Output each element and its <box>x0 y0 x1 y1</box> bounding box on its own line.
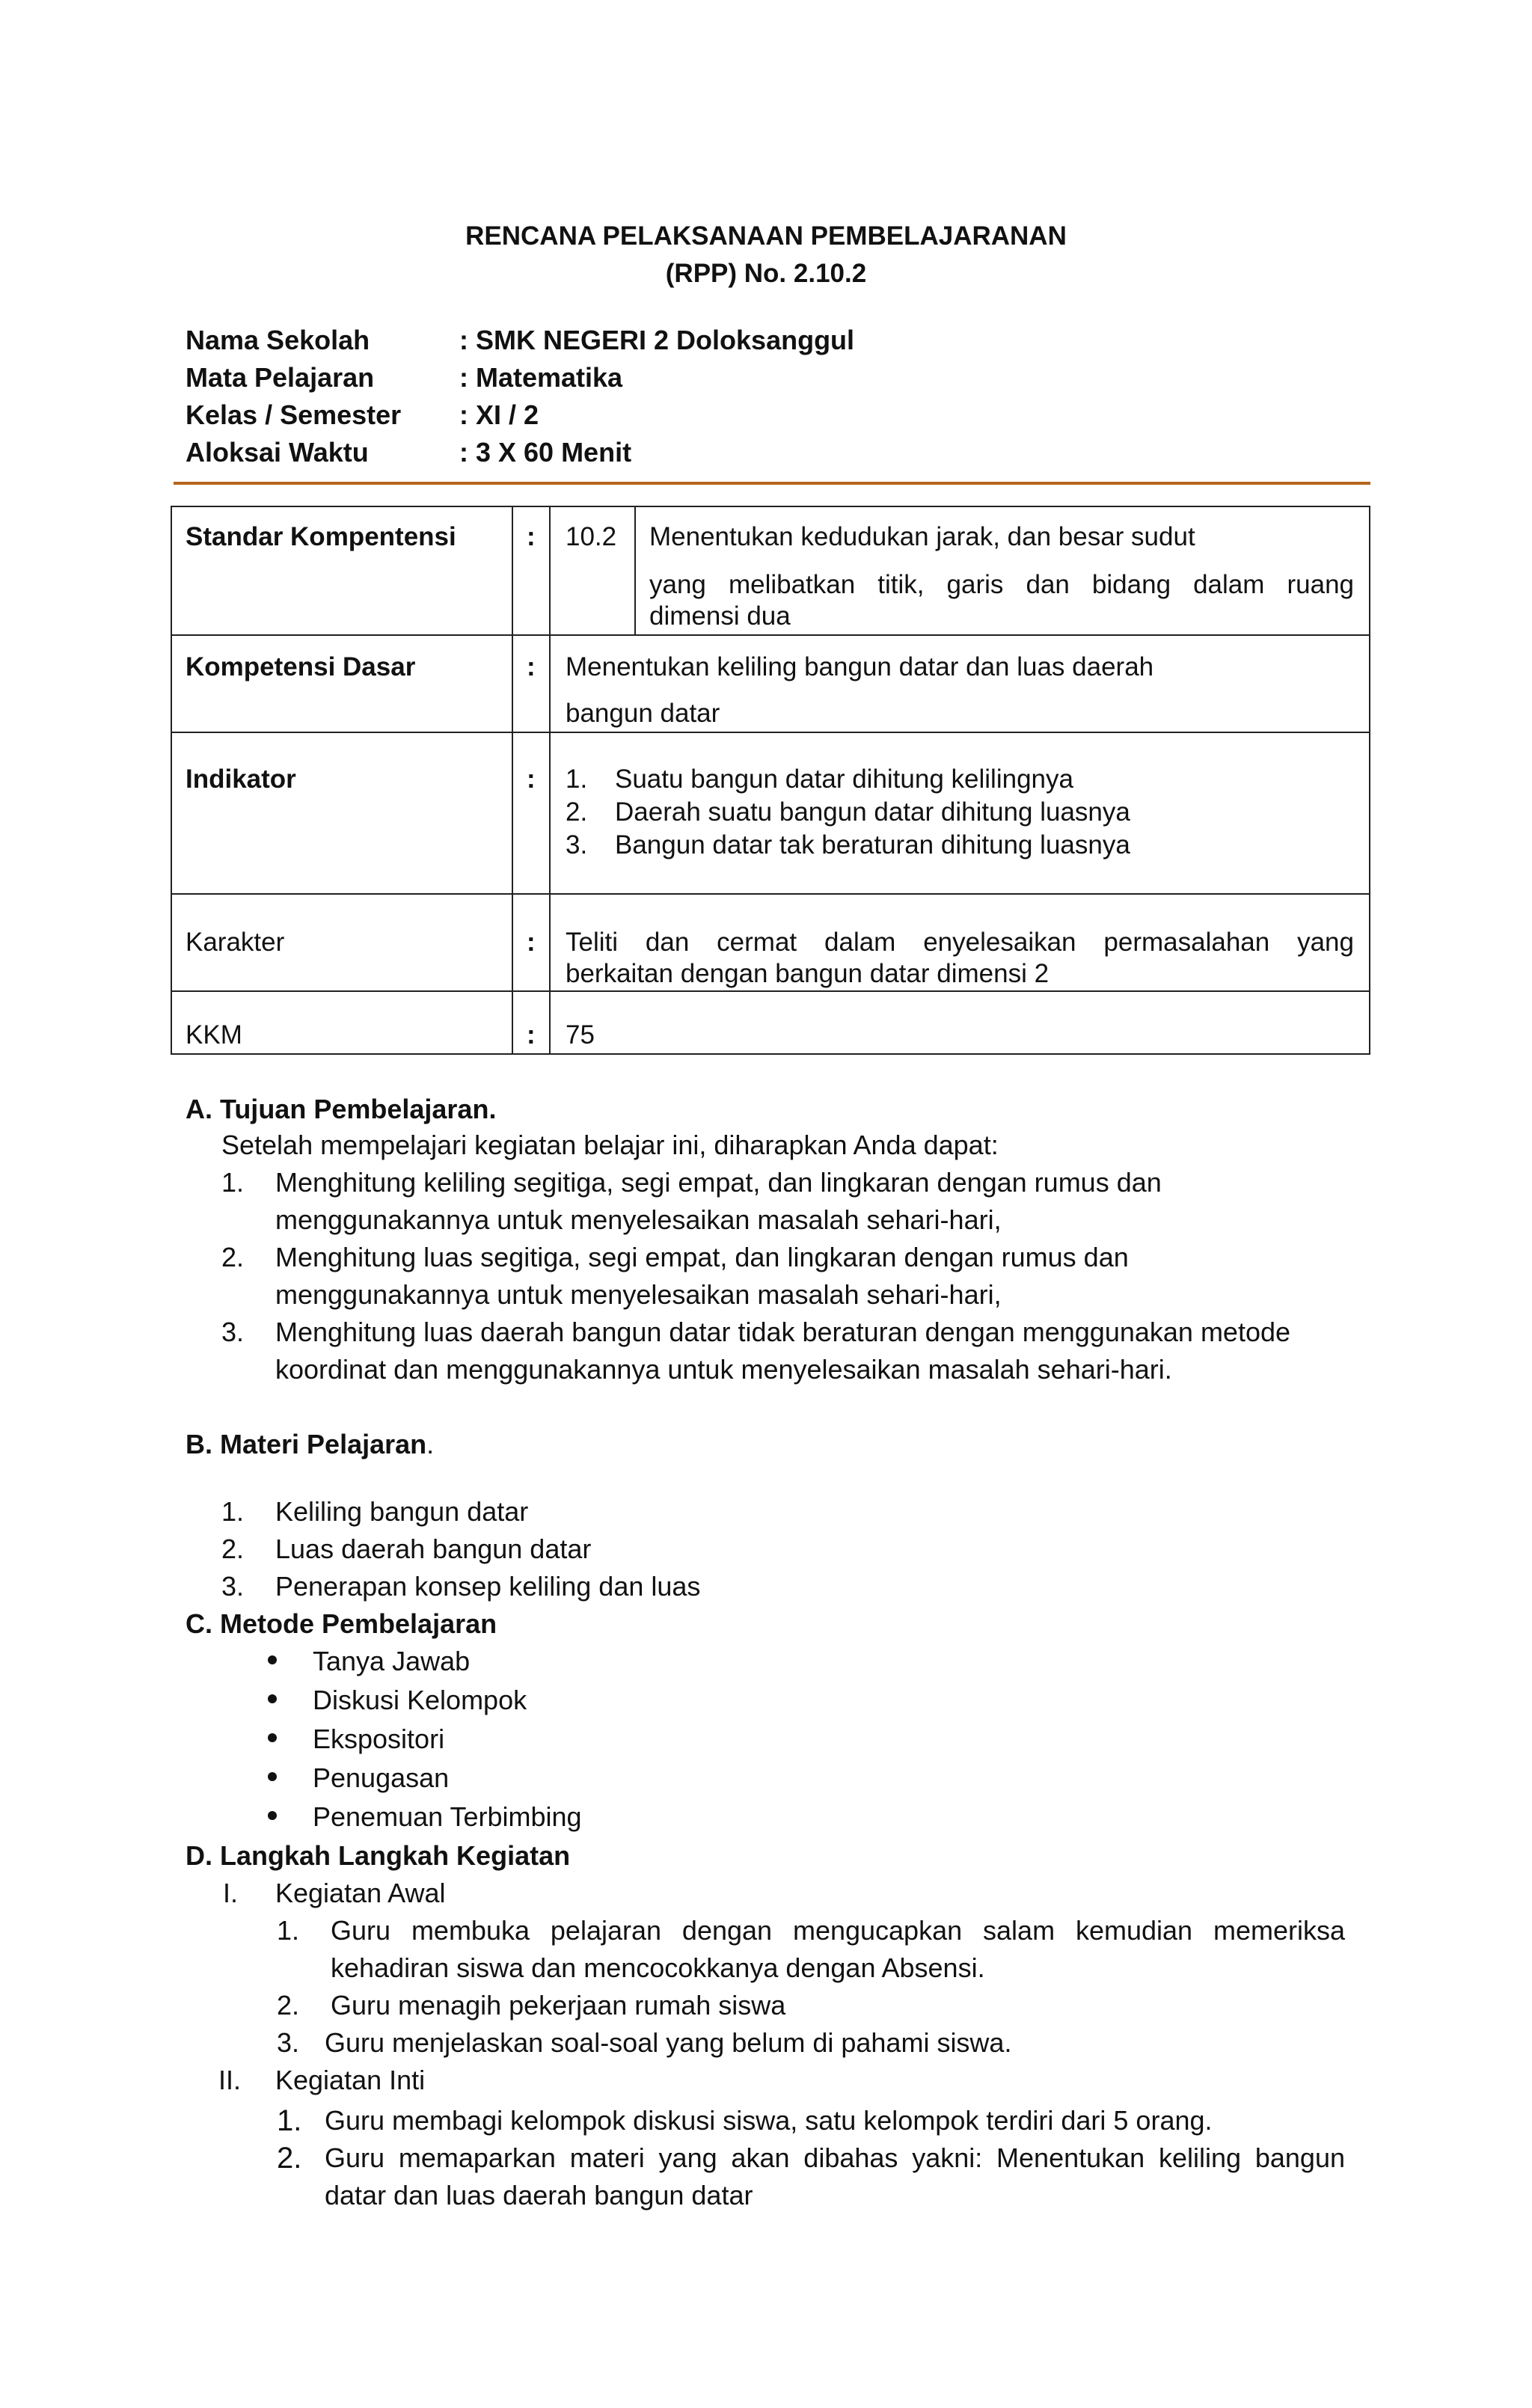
karakter-text-line1: Teliti dan cermat dalam enyelesaikan permasalahan yang <box>566 928 1354 957</box>
list-item: menggunakannya untuk menyelesaikan masalah sehari-hari, <box>275 1279 1002 1310</box>
header-divider <box>174 482 1370 485</box>
list-item: Tanya Jawab <box>313 1646 471 1676</box>
indikator-num: 3. <box>566 830 588 860</box>
kkm-colon: : <box>527 1020 536 1050</box>
info-label-time: Aloksai Waktu <box>186 437 369 468</box>
karakter-colon: : <box>527 928 536 957</box>
table-col-divider <box>549 506 551 1055</box>
table-col-divider <box>512 506 513 1055</box>
standar-text-line2: yang melibatkan titik, garis dan bidang dalam ruang <box>649 570 1354 599</box>
kompetensi-text-line2: bangun datar <box>566 699 720 728</box>
list-num: 1. <box>221 1167 245 1198</box>
table-border-right <box>1369 506 1370 1055</box>
info-value-class: : XI / 2 <box>459 399 539 430</box>
list-num: 2. <box>277 1990 300 2021</box>
info-label-school: Nama Sekolah <box>186 325 370 355</box>
indikator-label: Indikator <box>186 765 296 794</box>
list-item: Diskusi Kelompok <box>313 1685 527 1715</box>
list-num: 1. <box>277 2104 302 2137</box>
bullet-icon <box>268 1772 277 1781</box>
standar-colon: : <box>527 522 536 551</box>
table-row-divider <box>171 732 1370 733</box>
list-item: Menghitung luas segitiga, segi empat, dan lingkaran dengan rumus dan <box>275 1242 1129 1272</box>
list-item: Guru membagi kelompok diskusi siswa, satu kelompok terdiri dari 5 orang. <box>325 2105 1213 2136</box>
section-b-title-text: B. Materi Pelajaran <box>186 1429 427 1459</box>
list-num: 2. <box>221 1534 245 1564</box>
section-a-title: A. Tujuan Pembelajaran. <box>186 1094 497 1124</box>
section-a-intro: Setelah mempelajari kegiatan belajar ini, diharapkan Anda dapat: <box>221 1130 999 1160</box>
competency-table <box>171 506 1370 1055</box>
table-col-divider <box>634 506 636 634</box>
kompetensi-text-line1: Menentukan keliling bangun datar dan luas daerah <box>566 652 1154 681</box>
list-item: koordinat dan menggunakannya untuk menyelesaikan masalah sehari-hari. <box>275 1354 1172 1385</box>
list-item: Guru menagih pekerjaan rumah siswa <box>331 1990 786 2021</box>
table-row-divider <box>171 990 1370 992</box>
standar-code: 10.2 <box>566 522 617 551</box>
bullet-icon <box>268 1733 277 1742</box>
indikator-num: 1. <box>566 765 588 794</box>
table-border-bottom <box>171 1053 1370 1055</box>
table-border-top <box>171 506 1370 507</box>
roman-num: II. <box>218 2065 242 2095</box>
indikator-colon: : <box>527 765 536 794</box>
list-item: Keliling bangun datar <box>275 1496 529 1527</box>
roman-num: I. <box>223 1878 239 1908</box>
list-item: Penemuan Terbimbing <box>313 1801 582 1832</box>
info-value-time: : 3 X 60 Menit <box>459 437 632 468</box>
list-item: kehadiran siswa dan mencocokkanya dengan Absensi. <box>331 1952 985 1983</box>
list-num: 1. <box>277 1915 300 1946</box>
standar-text-line3: dimensi dua <box>649 601 791 631</box>
standar-text-line1: Menentukan kedudukan jarak, dan besar sudut <box>649 522 1195 551</box>
info-value-school: : SMK NEGERI 2 Doloksanggul <box>459 325 855 355</box>
list-item: datar dan luas daerah bangun datar <box>325 2180 753 2211</box>
table-row-divider <box>171 893 1370 895</box>
list-num: 2. <box>277 2142 302 2175</box>
list-item: Penugasan <box>313 1762 450 1793</box>
list-num: 2. <box>221 1242 245 1272</box>
list-num: 3. <box>277 2027 300 2058</box>
info-label-class: Kelas / Semester <box>186 399 402 430</box>
section-b-title <box>186 1426 434 1463</box>
indikator-num: 2. <box>566 797 588 827</box>
list-item: Menghitung luas daerah bangun datar tidak beraturan dengan menggunakan metode <box>275 1317 1291 1347</box>
indikator-item: Bangun datar tak beraturan dihitung luasnya <box>615 830 1130 860</box>
list-num: 3. <box>221 1571 245 1602</box>
kkm-label: KKM <box>186 1020 242 1050</box>
list-item: Guru menjelaskan soal-soal yang belum di pahami siswa. <box>325 2027 1012 2058</box>
list-item: Ekspositori <box>313 1724 445 1754</box>
section-b-title-dot: . <box>426 1429 435 1459</box>
info-label-subject: Mata Pelajaran <box>186 362 375 393</box>
kompetensi-colon: : <box>527 652 536 681</box>
list-item: Luas daerah bangun datar <box>275 1534 592 1564</box>
karakter-text-line2: berkaitan dengan bangun datar dimensi 2 <box>566 959 1050 988</box>
table-border-left <box>171 506 172 1055</box>
indikator-item: Daerah suatu bangun datar dihitung luasnya <box>615 797 1130 827</box>
section-c-title: C. Metode Pembelajaran <box>186 1608 497 1639</box>
kkm-value: 75 <box>566 1020 595 1050</box>
karakter-label: Karakter <box>186 928 285 957</box>
document-subtitle: (RPP) No. 2.10.2 <box>665 259 867 288</box>
standar-label: Standar Kompentensi <box>186 522 456 551</box>
indikator-item: Suatu bangun datar dihitung kelilingnya <box>615 765 1073 794</box>
list-item: Guru memaparkan materi yang akan dibahas yakni: Menentukan keliling bangun <box>325 2142 1345 2173</box>
list-num: 1. <box>221 1496 245 1527</box>
list-item: menggunakannya untuk menyelesaikan masalah sehari-hari, <box>275 1204 1002 1235</box>
list-item: Penerapan konsep keliling dan luas <box>275 1571 701 1602</box>
bullet-icon <box>268 1694 277 1703</box>
bullet-icon <box>268 1655 277 1664</box>
table-row-divider <box>171 634 1370 636</box>
bullet-icon <box>268 1811 277 1820</box>
subsection-title: Kegiatan Awal <box>275 1878 446 1908</box>
kompetensi-label: Kompetensi Dasar <box>186 652 416 681</box>
list-num: 3. <box>221 1317 245 1347</box>
list-item: Guru membuka pelajaran dengan mengucapkan salam kemudian memeriksa <box>331 1915 1345 1946</box>
list-item: Menghitung keliling segitiga, segi empat, dan lingkaran dengan rumus dan <box>275 1167 1162 1198</box>
document-title: RENCANA PELAKSANAAN PEMBELAJARANAN <box>465 221 1067 251</box>
info-value-subject: : Matematika <box>459 362 623 393</box>
section-d-title: D. Langkah Langkah Kegiatan <box>186 1840 571 1871</box>
subsection-title: Kegiatan Inti <box>275 2065 426 2095</box>
